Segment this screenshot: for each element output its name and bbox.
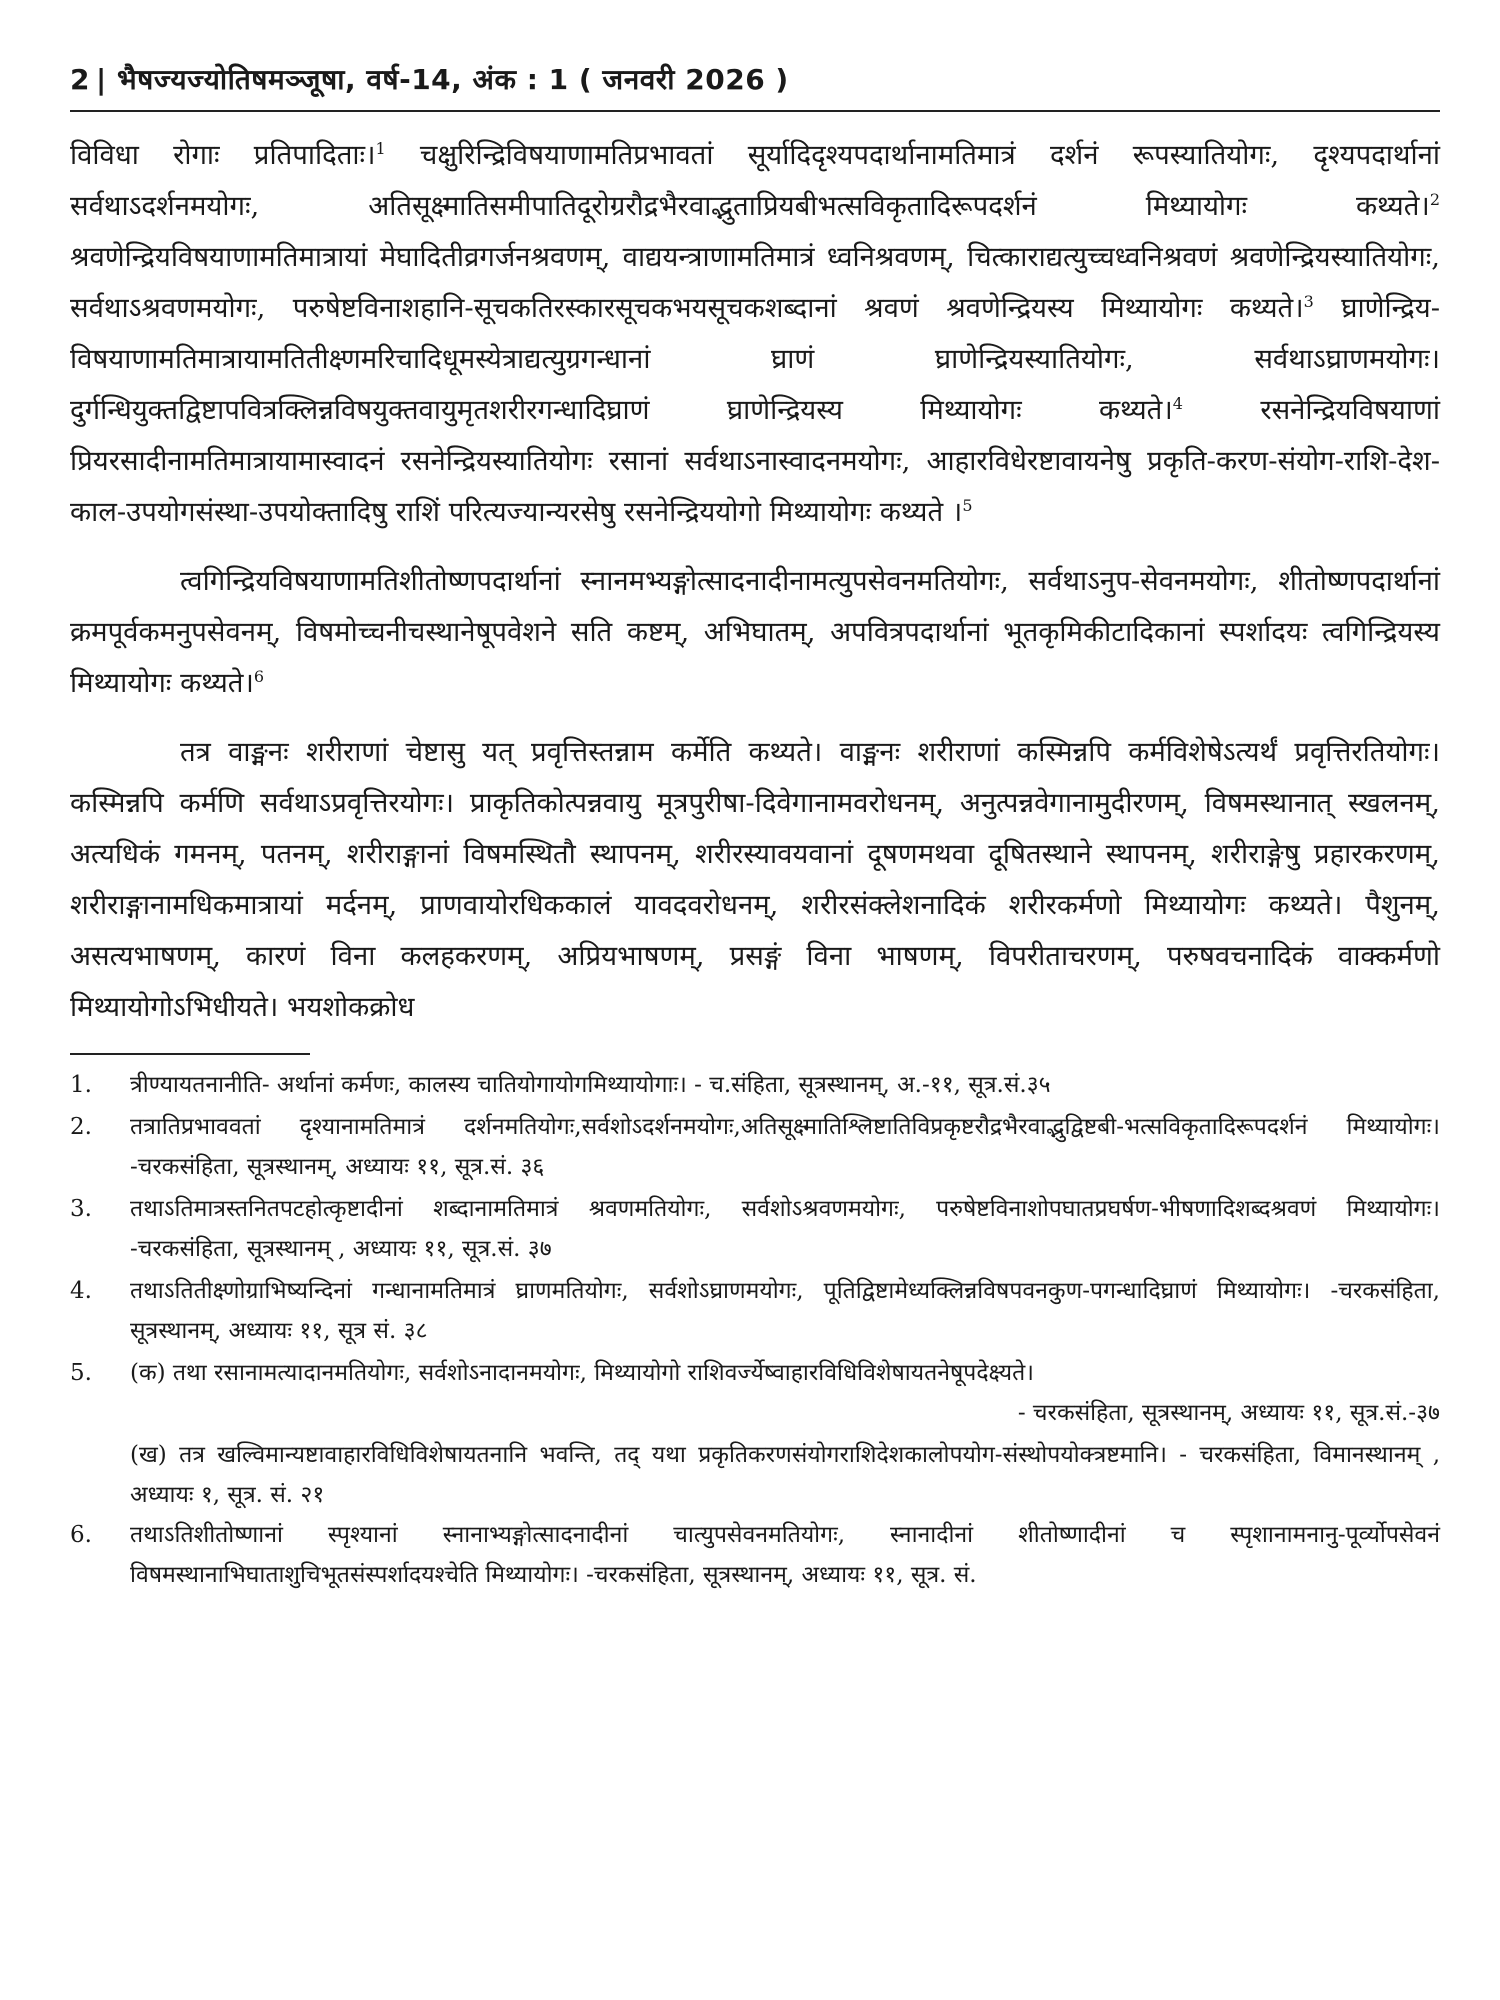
footnote-number: 3. <box>70 1196 92 1222</box>
text-segment: तत्र वाङ्मनः शरीराणां चेष्टासु यत् प्रवृत्तिस्तन्नाम कर्मेति कथ्यते। वाङ्मनः शरीराणां कस्मिन्नपि कर्मविशेषेऽत्यर्थं प्रवृत्तिरतियोगः। कस्मिन्नपि कर्मणि सर्वथाऽप्रवृत्तिरयोगः। प्राकृतिकोत्पन्नवायु मूत्रपुरीषा-दिवेगानामवरोधनम्, अनुत्पन्नवेगानामुदीरणम्, विषमस्थानात् स्खलनम्, अत्यधिकं गमनम्, पतनम्, शरीराङ्गानां विषमस्थितौ स्थापनम्, शरीरस्यावयवानां दूषणमथवा दूषितस्थाने स्थापनम्, शरीराङ्गेषु प्रहारकरणम्, शरीराङ्गानामधिकमात्रायां मर्दनम्, प्राणवायोरधिककालं यावदवरोधनम्, शरीरसंक्लेशनादिकं शरीरकर्मणो मिथ्यायोगः कथ्यते। पैशुनम्, असत्यभाषणम्, कारणं विना कलहकरणम्, अप्रियभाषणम्, प्रसङ्गं विना भाषणम्, विपरीताचरणम्, परुषवचनादिकं वाक्कर्मणो मिथ्यायोगोऽभिधीयते। भयशोकक्रोध <box>70 736 1440 1023</box>
text-segment: श्रवणेन्द्रियविषयाणामतिमात्रायां मेघादितीव्रगर्जनश्रवणम्, वाद्ययन्त्राणामतिमात्रं ध्वनिश्रवणम्, चित्काराद्यत्युच्चध्वनिश्रवणं श्रवणेन्द्रियस्यातियोगः, सर्वथाऽश्रवणमयोगः, परुषेष्टविनाशहानि-सूचकतिरस्कारसूचकभयसूचकशब्दानां श्रवणं श्रवणेन्द्रियस्य मिथ्यायोगः कथ्यते। <box>70 241 1440 324</box>
footnote-ref[interactable]: 1 <box>375 138 386 158</box>
footnote <box>70 1107 1440 1187</box>
footnote-ref[interactable]: 5 <box>962 495 973 515</box>
journal-title: | भैषज्यज्योतिषमञ्जूषा, वर्ष-14, अंक : 1 ( जनवरी 2026 ) <box>95 63 789 96</box>
footnote <box>70 1065 1440 1105</box>
paragraph-touch <box>70 556 1440 709</box>
text-segment: रसनेन्द्रियविषयाणां प्रियरसादीनामतिमात्रायामास्वादनं रसनेन्द्रियस्यातियोगः रसानां सर्वथाऽनास्वादनमयोगः, आहारविधेरष्टावायनेषु प्रकृति-करण-संयोग-राशि-देश-काल-उपयोगसंस्था-उपयोक्तादिषु राशिं परित्यज्यान्यरसेषु रसनेन्द्रिययोगो मिथ्यायोगः कथ्यते । <box>70 394 1440 528</box>
footnote-text: त्रीण्यायतनानीति- अर्थानां कर्मणः, कालस्य चातियोगायोगमिथ्यायोगाः। - च.संहिता, सूत्रस्थानम्, अ.-११, सूत्र.सं.३५ <box>130 1072 1051 1098</box>
footnote-number: 6. <box>70 1522 92 1548</box>
footnote-text: तथाऽतितीक्ष्णोग्राभिष्यन्दिनां गन्धानामतिमात्रं घ्राणमतियोगः, सर्वशोऽघ्राणमयोगः, पूतिद्विष्टामेध्यक्लिन्नविषपवनकुण-पगन्धादिघ्राणं मिथ्यायोगः। -चरकसंहिता, सूत्रस्थानम्, अध्यायः ११, सूत्र सं. ३८ <box>130 1278 1440 1344</box>
footnote-text: (क) तथा रसानामत्यादानमतियोगः, सर्वशोऽनादानमयोगः, मिथ्यायोगो राशिवर्ज्येष्वाहारविधिविशेषायतनेषूपदेक्ष्यते। <box>130 1360 1034 1386</box>
footnote-number: 2. <box>70 1114 92 1140</box>
footnote-text-block <box>130 1353 1440 1433</box>
footnote-ref[interactable]: 4 <box>1172 393 1183 413</box>
paragraph-senses <box>70 130 1440 538</box>
footnote <box>70 1515 1440 1595</box>
paragraph-karma <box>70 727 1440 1033</box>
footnote <box>70 1271 1440 1351</box>
footnote-subentry: (ख) तत्र खल्विमान्यष्टावाहारविधिविशेषायतनानि भवन्ति, तद् यथा प्रकृतिकरणसंयोगराशिदेशकालोपयोग-संस्थोपयोक्त्रष्टमानि। - चरकसंहिता, विमानस्थानम् , अध्यायः १, सूत्र. सं. २१ <box>130 1442 1440 1508</box>
footnote-text: तथाऽतिशीतोष्णानां स्पृश्यानां स्नानाभ्यङ्गोत्सादनादीनां चात्युपसेवनमतियोगः, स्नानादीनां शीतोष्णादीनां च स्पृशानामनानु-पूर्व्योपसेवनं विषमस्थानाभिघाताशुचिभूतसंस्पर्शादयश्चेति मिथ्यायोगः। -चरकसंहिता, सूत्रस्थानम्, अध्यायः ११, सूत्र. सं. <box>130 1522 1440 1588</box>
footnote-ref[interactable]: 3 <box>1303 291 1314 311</box>
text-segment: चक्षुरिन्द्रिविषयाणामतिप्रभावतां सूर्यादिदृश्यपदार्थानामतिमात्रं दर्शनं रूपस्यातियोगः, दृश्यपदार्थानां सर्वथाऽदर्शनमयोगः, अतिसूक्ष्मातिसमीपातिदूरोग्ररौद्रभैरवाद्भुताप्रियबीभत्सविकृतादिरूपदर्शनं मिथ्यायोगः कथ्यते। <box>70 139 1440 222</box>
running-header <box>70 60 1440 112</box>
footnote-text: तत्रातिप्रभाववतां दृश्यानामतिमात्रं दर्शनमतियोगः,सर्वशोऽदर्शनमयोगः,अतिसूक्ष्मातिश्लिष्टातिविप्रकृष्टरौद्रभैरवाद्भुद्विष्टबी-भत्सविकृतादिरूपदर्शनं मिथ्यायोगः। -चरकसंहिता, सूत्रस्थानम्, अध्यायः ११, सूत्र.सं. ३६ <box>130 1114 1440 1180</box>
footnote-text: तथाऽतिमात्रस्तनितपटहोत्कृष्टादीनां शब्दानामतिमात्रं श्रवणमतियोगः, सर्वशोऽश्रवणमयोगः, परुषेष्टविनाशोपघातप्रघर्षण-भीषणादिशब्दश्रवणं मिथ्यायोगः। -चरकसंहिता, सूत्रस्थानम् , अध्यायः ११, सूत्र.सं. ३७ <box>130 1196 1440 1262</box>
footnote-number: 4. <box>70 1278 92 1304</box>
footnote-divider <box>70 1053 310 1055</box>
footnote-ref[interactable]: 2 <box>1429 189 1440 209</box>
main-text <box>70 130 1440 1033</box>
footnote <box>70 1353 1440 1433</box>
footnote-number: 1. <box>70 1072 92 1098</box>
text-segment: घ्राणेन्द्रिय-विषयाणामतिमात्रायामतितीक्ष्णमरिचादिधूमस्येत्राद्यत्युग्रगन्धानां घ्राणं घ्राणेन्द्रियस्यातियोगः, सर्वथाऽघ्राणमयोगः। दुर्गन्धियुक्तद्विष्टापवित्रक्लिन्नविषयुक्तवायुमृतशरीरगन्धादिघ्राणं घ्राणेन्द्रियस्य मिथ्यायोगः कथ्यते। <box>70 292 1441 426</box>
page-number: 2 <box>70 63 90 96</box>
journal-page <box>70 60 1440 1597</box>
footnote-source: - चरकसंहिता, सूत्रस्थानम्, अध्यायः ११, सूत्र.सं.-३७ <box>1017 1400 1440 1426</box>
text-segment: त्वगिन्द्रियविषयाणामतिशीतोष्णपदार्थानां स्नानमभ्यङ्गोत्सादनादीनामत्युपसेवनमतियोगः, सर्वथाऽनुप-सेवनमयोगः, शीतोष्णपदार्थानां क्रमपूर्वकमनुपसेवनम्, विषमोच्चनीचस्थानेषूपवेशने सति कष्टम्, अभिघातम्, अपवित्रपदार्थानां भूतकृमिकीटादिकानां स्पर्शादयः त्वगिन्द्रियस्य मिथ्यायोगः कथ्यते। <box>70 565 1440 699</box>
footnote-ref[interactable]: 6 <box>253 666 265 686</box>
footnotes <box>70 1065 1440 1595</box>
text-segment: विविधा रोगाः प्रतिपादिताः। <box>70 139 376 171</box>
footnote <box>70 1189 1440 1269</box>
footnote-number: 5. <box>70 1360 92 1386</box>
